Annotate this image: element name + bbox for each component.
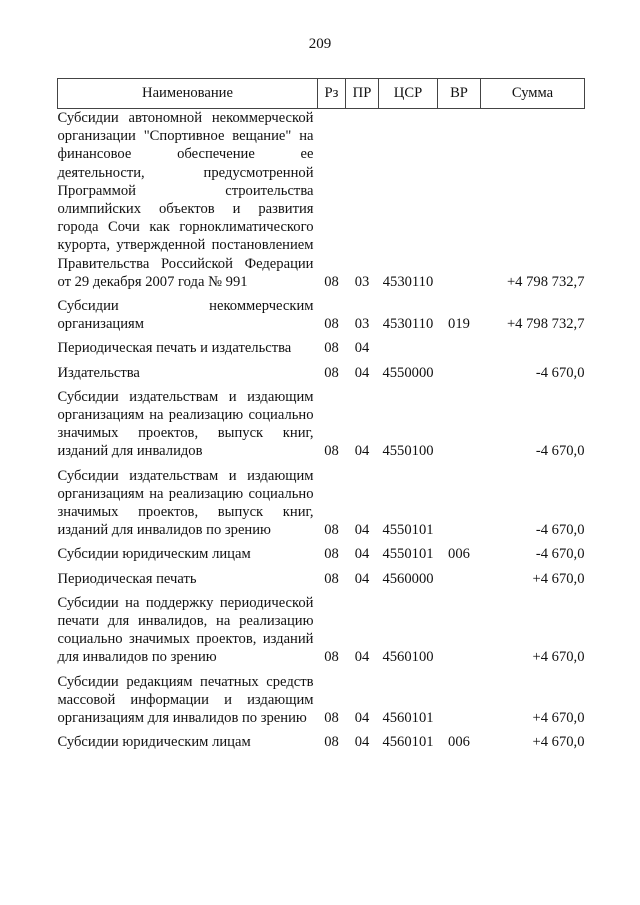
row-rz: 08 [324,570,339,587]
row-sum: +4 798 732,7 [506,316,585,333]
row-vr [438,358,481,382]
row-sum: -4 670,0 [535,364,585,381]
table-row [58,358,585,382]
row-vr [438,588,481,667]
row-pr: 04 [354,546,370,563]
row-rz: 08 [324,316,339,333]
row-rz: 08 [324,710,339,727]
row-rz: 08 [324,546,339,563]
budget-table [57,78,585,752]
header-vr: ВР [438,79,481,109]
row-sum: +4 670,0 [532,710,585,727]
row-pr: 04 [354,649,370,666]
row-csr: 4560101 [382,734,434,751]
table-row [58,667,585,728]
row-pr: 04 [354,570,370,587]
row-vr [438,109,481,292]
row-rz: 08 [324,340,339,357]
row-rz: 08 [324,364,339,381]
table-row [58,564,585,588]
row-sum: -4 670,0 [535,443,585,460]
row-name: Субсидии юридическим лицам [57,546,251,563]
row-vr: 006 [448,546,470,563]
row-vr [438,461,481,540]
row-pr: 03 [354,316,370,333]
row-rz: 08 [324,273,339,290]
row-rz: 08 [324,443,339,460]
table-row [58,382,585,461]
row-pr: 04 [354,710,370,727]
row-vr [438,382,481,461]
row-csr: 4550000 [382,364,434,381]
page-number: 209 [308,36,332,52]
header-pr: ПР [346,79,379,109]
row-rz: 08 [324,734,339,751]
header-csr: ЦСР [379,79,438,109]
row-sum [481,333,585,357]
row-name: Субсидии издательствам и издающим организациям на реализацию социально значимых проектов, выпуск книг, изданий для инвалидов по зрению [57,467,314,539]
table-row [58,291,585,333]
table-row [58,588,585,667]
row-name: Периодическая печать и издательства [57,340,292,357]
header-name: Наименование [58,79,318,109]
row-vr: 019 [448,316,470,333]
row-csr: 4530110 [382,316,434,333]
row-rz: 08 [324,522,339,539]
row-name: Издательства [57,364,140,381]
header-sum: Сумма [481,79,585,109]
row-csr: 4560101 [382,710,434,727]
row-csr: 4560100 [382,649,434,666]
row-pr: 04 [354,364,370,381]
table-row [58,539,585,563]
row-name: Субсидии автономной некоммерческой организации "Спортивное вещание" на финансовое обеспечение ее деятельности, предусмотренной Программой строительства олимпийских объектов и развития города Сочи как горноклиматического курорта, утвержденной постановлением Правительства Российской Федерации от 29 декабря 2007 года № 991 [57,110,314,290]
row-name: Субсидии на поддержку периодической печати для инвалидов, на реализацию социально значимых проектов, изданий для инвалидов по зрению [57,594,314,666]
table-row [58,109,585,292]
row-vr [438,564,481,588]
table-row [58,727,585,751]
row-name: Субсидии некоммерческим организациям [57,298,314,333]
row-sum: +4 670,0 [532,649,585,666]
row-name: Периодическая печать [57,570,197,587]
row-name: Субсидии редакциям печатных средств массовой информации и издающим организациям для инвалидов по зрению [57,673,314,727]
row-name: Субсидии юридическим лицам [57,734,251,751]
table-header [58,79,585,109]
row-csr: 4560000 [382,570,434,587]
row-pr: 04 [354,522,370,539]
row-name: Субсидии издательствам и издающим организациям на реализацию социально значимых проектов, выпуск книг, изданий для инвалидов [57,388,314,460]
row-vr [438,333,481,357]
row-pr: 04 [354,734,370,751]
header-rz: Рз [318,79,346,109]
table-row [58,333,585,357]
row-sum: -4 670,0 [535,546,585,563]
row-pr: 04 [354,340,370,357]
row-sum: +4 798 732,7 [506,273,585,290]
row-sum: +4 670,0 [532,570,585,587]
row-csr: 4550100 [382,443,434,460]
row-sum: +4 670,0 [532,734,585,751]
row-csr: 4550101 [382,546,434,563]
row-rz: 08 [324,649,339,666]
row-sum: -4 670,0 [535,522,585,539]
row-pr: 04 [354,443,370,460]
row-csr: 4530110 [382,273,434,290]
row-csr [379,333,438,357]
row-csr: 4550101 [382,522,434,539]
table-row [58,461,585,540]
row-pr: 03 [354,273,370,290]
row-vr [438,667,481,728]
row-vr: 006 [448,734,470,751]
